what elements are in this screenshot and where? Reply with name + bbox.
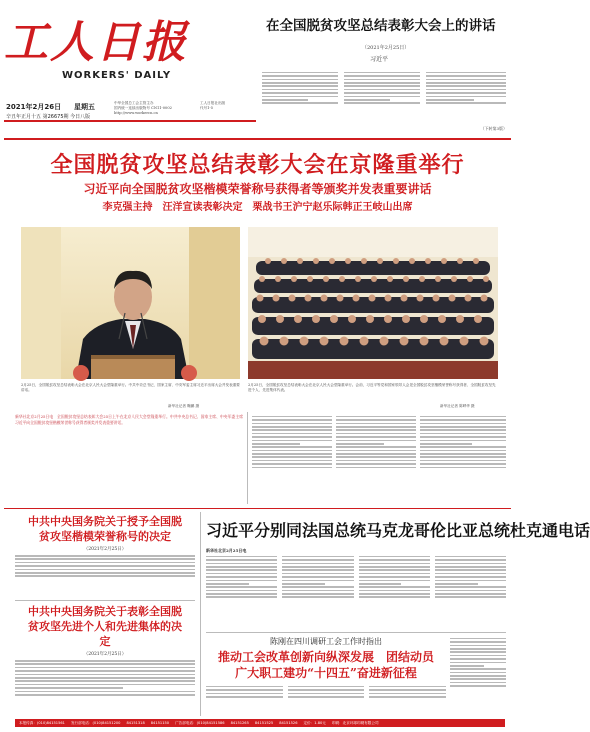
- text-line-rule: [336, 456, 416, 458]
- text-line-rule: [252, 416, 332, 418]
- text-line-rule: [262, 85, 338, 87]
- text-line-rule: [369, 686, 446, 688]
- text-line-rule: [426, 75, 506, 77]
- top-article-title: 在全国脱贫攻坚总结表彰大会上的讲话: [266, 18, 496, 34]
- text-line-rule: [206, 596, 277, 598]
- text-line-rule: [15, 667, 195, 669]
- text-line-rule: [206, 566, 277, 568]
- text-line-rule: [252, 423, 332, 425]
- text-line-rule: [435, 566, 506, 568]
- text-line-rule: [435, 576, 506, 578]
- text-line-rule: [252, 450, 332, 452]
- lead-headline: 全国脱贫攻坚总结表彰大会在京隆重举行: [50, 153, 465, 178]
- photo2-caption-text: 2月25日，全国脱贫攻坚总结表彰大会在北京人民大会堂隆重举行。会前，习近平等党和国家领导人会见全国脱贫攻坚楷模荣誉称号获得者、全国脱贫攻坚先进个人、先进集体代表。: [248, 383, 496, 392]
- text-line-rule: [15, 670, 195, 672]
- text-line-rule: [426, 89, 506, 91]
- text-line-rule: [262, 72, 338, 74]
- text-line-rule: [435, 573, 506, 575]
- text-line-rule: [420, 440, 506, 442]
- text-line-rule: [282, 569, 353, 571]
- photo1-caption-text: 2月25日，全国脱贫攻坚总结表彰大会在北京人民大会堂隆重举行。中共中央总书记、国家主席、中央军委主席习近平出席大会并发表重要讲话。: [21, 383, 240, 392]
- text-line-rule: [420, 429, 506, 431]
- text-line-rule: [15, 565, 195, 567]
- text-line-rule: [435, 563, 506, 565]
- group-photo-illustration: [248, 227, 498, 379]
- text-line-rule: [206, 580, 277, 582]
- text-line-rule: [206, 573, 277, 575]
- text-line-rule: [282, 576, 353, 578]
- text-line-rule: [15, 684, 195, 686]
- text-line-rule: [288, 693, 365, 695]
- text-line-rule: [450, 638, 506, 640]
- text-line-rule: [344, 99, 390, 101]
- text-line-rule: [420, 416, 506, 418]
- text-line-rule: [450, 675, 506, 677]
- text-line-rule: [206, 556, 277, 558]
- text-line-rule: [262, 96, 338, 98]
- lead-photo-group: [248, 227, 498, 379]
- issue-weekday: 星期五: [74, 103, 95, 111]
- text-line-rule: [426, 79, 506, 81]
- footer-bar: [15, 719, 505, 727]
- text-line-rule: [420, 463, 506, 465]
- photo2-caption: [248, 383, 498, 405]
- text-line-rule: [420, 467, 506, 469]
- center-article-col: [206, 554, 277, 624]
- masthead-rule: [4, 120, 256, 122]
- text-line-rule: [369, 693, 446, 695]
- lead-body-left: [15, 414, 243, 502]
- left-divider: [15, 600, 195, 601]
- text-line-rule: [359, 563, 430, 565]
- text-line-rule: [262, 99, 308, 101]
- footer-item: 发行部电话：(010)84151200: [70, 720, 121, 725]
- text-line-rule: [262, 79, 338, 81]
- text-line-rule: [420, 433, 506, 435]
- text-line-rule: [426, 96, 506, 98]
- text-line-rule: [336, 426, 416, 428]
- text-line-rule: [420, 426, 506, 428]
- publisher-extra-line: 代号1-5: [200, 106, 213, 110]
- text-line-rule: [450, 655, 506, 657]
- top-article-text-col: [262, 70, 338, 126]
- text-line-rule: [420, 450, 506, 452]
- text-line-rule: [336, 453, 416, 455]
- lead-body-col: [420, 414, 506, 502]
- footer-item: 定价：1.80元: [303, 720, 326, 725]
- top-article-continued: （下转第3版）: [480, 126, 507, 131]
- logo-en: WORKERS' DAILY: [62, 70, 172, 81]
- text-line-rule: [344, 79, 420, 81]
- text-line-rule: [206, 693, 283, 695]
- footer-item: 84151318: [126, 721, 145, 725]
- text-line-rule: [336, 429, 416, 431]
- issue-date: 2021年2月26日: [6, 103, 62, 111]
- center-article-columns: [206, 554, 506, 624]
- text-line-rule: [336, 416, 416, 418]
- text-line-rule: [336, 419, 416, 421]
- text-line-rule: [344, 102, 420, 104]
- text-line-rule: [336, 446, 416, 448]
- text-line-rule: [435, 596, 506, 598]
- text-line-rule: [359, 556, 430, 558]
- top-article-text-col: [426, 70, 506, 126]
- text-line-rule: [15, 555, 195, 557]
- text-line-rule: [450, 662, 506, 664]
- top-article-text-col: [344, 70, 420, 126]
- text-line-rule: [426, 92, 506, 94]
- text-line-rule: [420, 460, 506, 462]
- text-line-rule: [252, 460, 332, 462]
- text-line-rule: [420, 453, 506, 455]
- photo2-credit: 新华社记者 陈晔华 摄: [440, 404, 475, 408]
- text-line-rule: [206, 686, 283, 688]
- footer-item: 广告部电话：(010)84151586: [175, 720, 225, 725]
- column-divider: [247, 412, 248, 504]
- text-line-rule: [252, 467, 332, 469]
- text-line-rule: [359, 566, 430, 568]
- text-line-rule: [336, 460, 416, 462]
- text-line-rule: [15, 674, 195, 676]
- text-line-rule: [359, 573, 430, 575]
- text-line-rule: [344, 85, 420, 87]
- text-line-rule: [282, 580, 353, 582]
- text-line-rule: [282, 596, 353, 598]
- text-line-rule: [450, 658, 506, 660]
- text-line-rule: [252, 453, 332, 455]
- center-divider: [206, 632, 506, 633]
- text-line-rule: [359, 559, 430, 561]
- text-line-rule: [450, 682, 506, 684]
- text-line-rule: [252, 440, 332, 442]
- left-article-1-text: [15, 555, 195, 593]
- text-line-rule: [252, 443, 300, 445]
- text-line-rule: [288, 686, 365, 688]
- bottom-article-side-col: [450, 636, 506, 714]
- photo1-caption: [21, 383, 240, 405]
- text-line-rule: [206, 586, 277, 588]
- bottom-article-col: [288, 684, 365, 708]
- top-rule: [4, 138, 511, 140]
- text-line-rule: [206, 563, 277, 565]
- top-article-date: （2021年2月25日）: [362, 45, 410, 51]
- text-line-rule: [344, 92, 420, 94]
- photo1-credit: 新华社记者 鞠鹏 摄: [168, 404, 200, 408]
- text-line-rule: [344, 82, 420, 84]
- text-line-rule: [359, 593, 430, 595]
- text-line-rule: [369, 696, 446, 698]
- text-line-rule: [420, 456, 506, 458]
- text-line-rule: [282, 566, 353, 568]
- text-line-rule: [369, 689, 446, 691]
- publisher-line: http://www.workercn.cn: [114, 111, 158, 115]
- text-line-rule: [15, 687, 123, 689]
- left-article-2-text: [15, 660, 195, 720]
- left-article-2: [15, 604, 195, 714]
- speaker-photo-illustration: [21, 227, 240, 379]
- text-line-rule: [282, 590, 353, 592]
- text-line-rule: [288, 696, 365, 698]
- text-line-rule: [336, 440, 416, 442]
- text-line-rule: [262, 102, 338, 104]
- publisher-line: 中华全国总工会主管主办: [114, 101, 154, 105]
- text-line-rule: [15, 691, 195, 693]
- left-article-2-title: 中共中央国务院关于表彰全国脱贫攻坚先进个人和先进集体的决定: [28, 605, 182, 648]
- text-line-rule: [206, 583, 249, 585]
- text-line-rule: [336, 450, 416, 452]
- text-line-rule: [252, 433, 332, 435]
- text-line-rule: [420, 446, 506, 448]
- text-line-rule: [252, 436, 332, 438]
- text-line-rule: [336, 436, 416, 438]
- masthead: [4, 6, 252, 152]
- text-line-rule: [450, 678, 506, 680]
- text-line-rule: [15, 663, 195, 665]
- text-line-rule: [435, 569, 506, 571]
- text-line-rule: [450, 648, 506, 650]
- text-line-rule: [359, 576, 430, 578]
- text-line-rule: [282, 563, 353, 565]
- section-rule: [4, 508, 511, 509]
- text-line-rule: [15, 680, 195, 682]
- text-line-rule: [359, 586, 430, 588]
- text-line-rule: [435, 556, 506, 558]
- text-line-rule: [252, 463, 332, 465]
- text-line-rule: [206, 590, 277, 592]
- text-line-rule: [426, 99, 474, 101]
- text-line-rule: [15, 660, 195, 662]
- text-line-rule: [206, 696, 283, 698]
- text-line-rule: [282, 556, 353, 558]
- text-line-rule: [435, 583, 478, 585]
- text-line-rule: [435, 586, 506, 588]
- text-line-rule: [420, 423, 506, 425]
- text-line-rule: [282, 583, 325, 585]
- text-line-rule: [336, 423, 416, 425]
- text-line-rule: [344, 75, 420, 77]
- footer-item: 84151526: [279, 721, 298, 725]
- text-line-rule: [206, 689, 283, 691]
- top-article-author: 习近平: [370, 56, 389, 63]
- lead-deck: 李克强主持 汪洋宣读表彰决定 栗战书王沪宁赵乐际韩正王岐山出席: [102, 202, 413, 213]
- text-line-rule: [336, 433, 416, 435]
- text-line-rule: [450, 685, 506, 687]
- text-line-rule: [206, 576, 277, 578]
- text-line-rule: [450, 641, 506, 643]
- text-line-rule: [262, 75, 338, 77]
- text-line-rule: [336, 443, 384, 445]
- center-article-title: 习近平分别同法国总统马克龙哥伦比亚总统杜克通电话: [206, 521, 590, 540]
- text-line-rule: [252, 456, 332, 458]
- text-line-rule: [15, 677, 195, 679]
- publisher-extra: [200, 101, 250, 111]
- lead-photo-speaker: [21, 227, 240, 379]
- lead-body-col: [252, 414, 332, 502]
- footer-item: 印刷：北京环球印刷有限公司: [331, 720, 379, 725]
- text-line-rule: [15, 575, 195, 577]
- center-article-col: [282, 554, 353, 624]
- footer-item: 84151150: [150, 721, 170, 725]
- publisher-extra-line: 工人日报社出版: [200, 101, 226, 105]
- text-line-rule: [336, 467, 416, 469]
- left-article-1-title: 中共中央国务院关于授予全国脱贫攻坚楷模荣誉称号的决定: [28, 515, 182, 543]
- logo-cn: 工人日报: [4, 17, 188, 68]
- text-line-rule: [435, 580, 506, 582]
- bottom-article-col: [369, 684, 446, 708]
- text-line-rule: [435, 590, 506, 592]
- lead-body-text: 新华社北京2月25日电 全国脱贫攻坚总结表彰大会25日上午在北京人民大会堂隆重举行。中共中央总书记、国家主席、中央军委主席习近平向全国脱贫攻坚楷模荣誉称号获得者颁奖并发表重要讲话。: [15, 414, 243, 425]
- publisher-block: [114, 101, 198, 116]
- bottom-article-title-2: 广大职工建功“十四五”奋进新征程: [235, 666, 417, 680]
- text-line-rule: [450, 645, 506, 647]
- text-line-rule: [252, 429, 332, 431]
- center-article-col: [359, 554, 430, 624]
- text-line-rule: [252, 426, 332, 428]
- text-line-rule: [359, 569, 430, 571]
- text-line-rule: [15, 562, 195, 564]
- text-line-rule: [282, 586, 353, 588]
- top-right-article: [258, 4, 511, 132]
- center-article: [206, 514, 590, 630]
- bottom-article-col: [206, 684, 283, 708]
- text-line-rule: [344, 89, 420, 91]
- text-line-rule: [344, 72, 420, 74]
- text-line-rule: [282, 559, 353, 561]
- text-line-rule: [450, 651, 506, 653]
- text-line-rule: [426, 82, 506, 84]
- text-line-rule: [435, 593, 506, 595]
- text-line-rule: [359, 596, 430, 598]
- text-line-rule: [359, 583, 402, 585]
- text-line-rule: [426, 102, 506, 104]
- text-line-rule: [15, 694, 195, 696]
- text-line-rule: [336, 463, 416, 465]
- text-line-rule: [206, 569, 277, 571]
- text-line-rule: [420, 436, 506, 438]
- text-line-rule: [450, 672, 506, 674]
- footer-item: 84151525: [254, 721, 274, 725]
- bottom-article-kicker: 陈刚在四川调研工会工作时指出: [270, 637, 382, 646]
- text-line-rule: [344, 96, 420, 98]
- text-line-rule: [206, 593, 277, 595]
- text-line-rule: [359, 580, 430, 582]
- footer-item: 本报传真：(010)84151561: [19, 720, 65, 725]
- bottom-article-columns: [206, 684, 446, 708]
- text-line-rule: [435, 559, 506, 561]
- left-article-1: [15, 514, 195, 598]
- issue-lunar: 辛丑年正月十五 第26675期 今日八版: [6, 114, 91, 120]
- text-line-rule: [282, 573, 353, 575]
- center-article-col: [435, 554, 506, 624]
- text-line-rule: [252, 419, 332, 421]
- text-line-rule: [450, 665, 484, 667]
- text-line-rule: [262, 82, 338, 84]
- text-line-rule: [426, 85, 506, 87]
- left-article-1-date: （2021年2月25日）: [83, 547, 127, 552]
- bottom-article-title-1: 推动工会改革创新向纵深发展 团结动员: [217, 650, 434, 664]
- text-line-rule: [15, 572, 195, 574]
- text-line-rule: [282, 593, 353, 595]
- bottom-article: [206, 636, 506, 716]
- text-line-rule: [262, 92, 338, 94]
- center-article-dateline: 新华社北京2月25日电: [206, 548, 247, 553]
- text-line-rule: [252, 446, 332, 448]
- column-divider: [200, 512, 201, 716]
- lead-body-col: [336, 414, 416, 502]
- text-line-rule: [288, 689, 365, 691]
- lead-subhead: 习近平向全国脱贫攻坚楷模荣誉称号获得者等颁奖并发表重要讲话: [83, 182, 432, 196]
- text-line-rule: [262, 89, 338, 91]
- footer-item: 84151265: [230, 721, 249, 725]
- text-line-rule: [420, 443, 472, 445]
- text-line-rule: [450, 668, 506, 670]
- text-line-rule: [420, 419, 506, 421]
- text-line-rule: [426, 72, 506, 74]
- publisher-line: 国内统一连续出版物号 CN11-0002: [114, 106, 172, 110]
- text-line-rule: [359, 590, 430, 592]
- left-article-2-date: （2021年2月25日）: [83, 652, 127, 657]
- text-line-rule: [15, 558, 195, 560]
- text-line-rule: [15, 569, 195, 571]
- text-line-rule: [206, 559, 277, 561]
